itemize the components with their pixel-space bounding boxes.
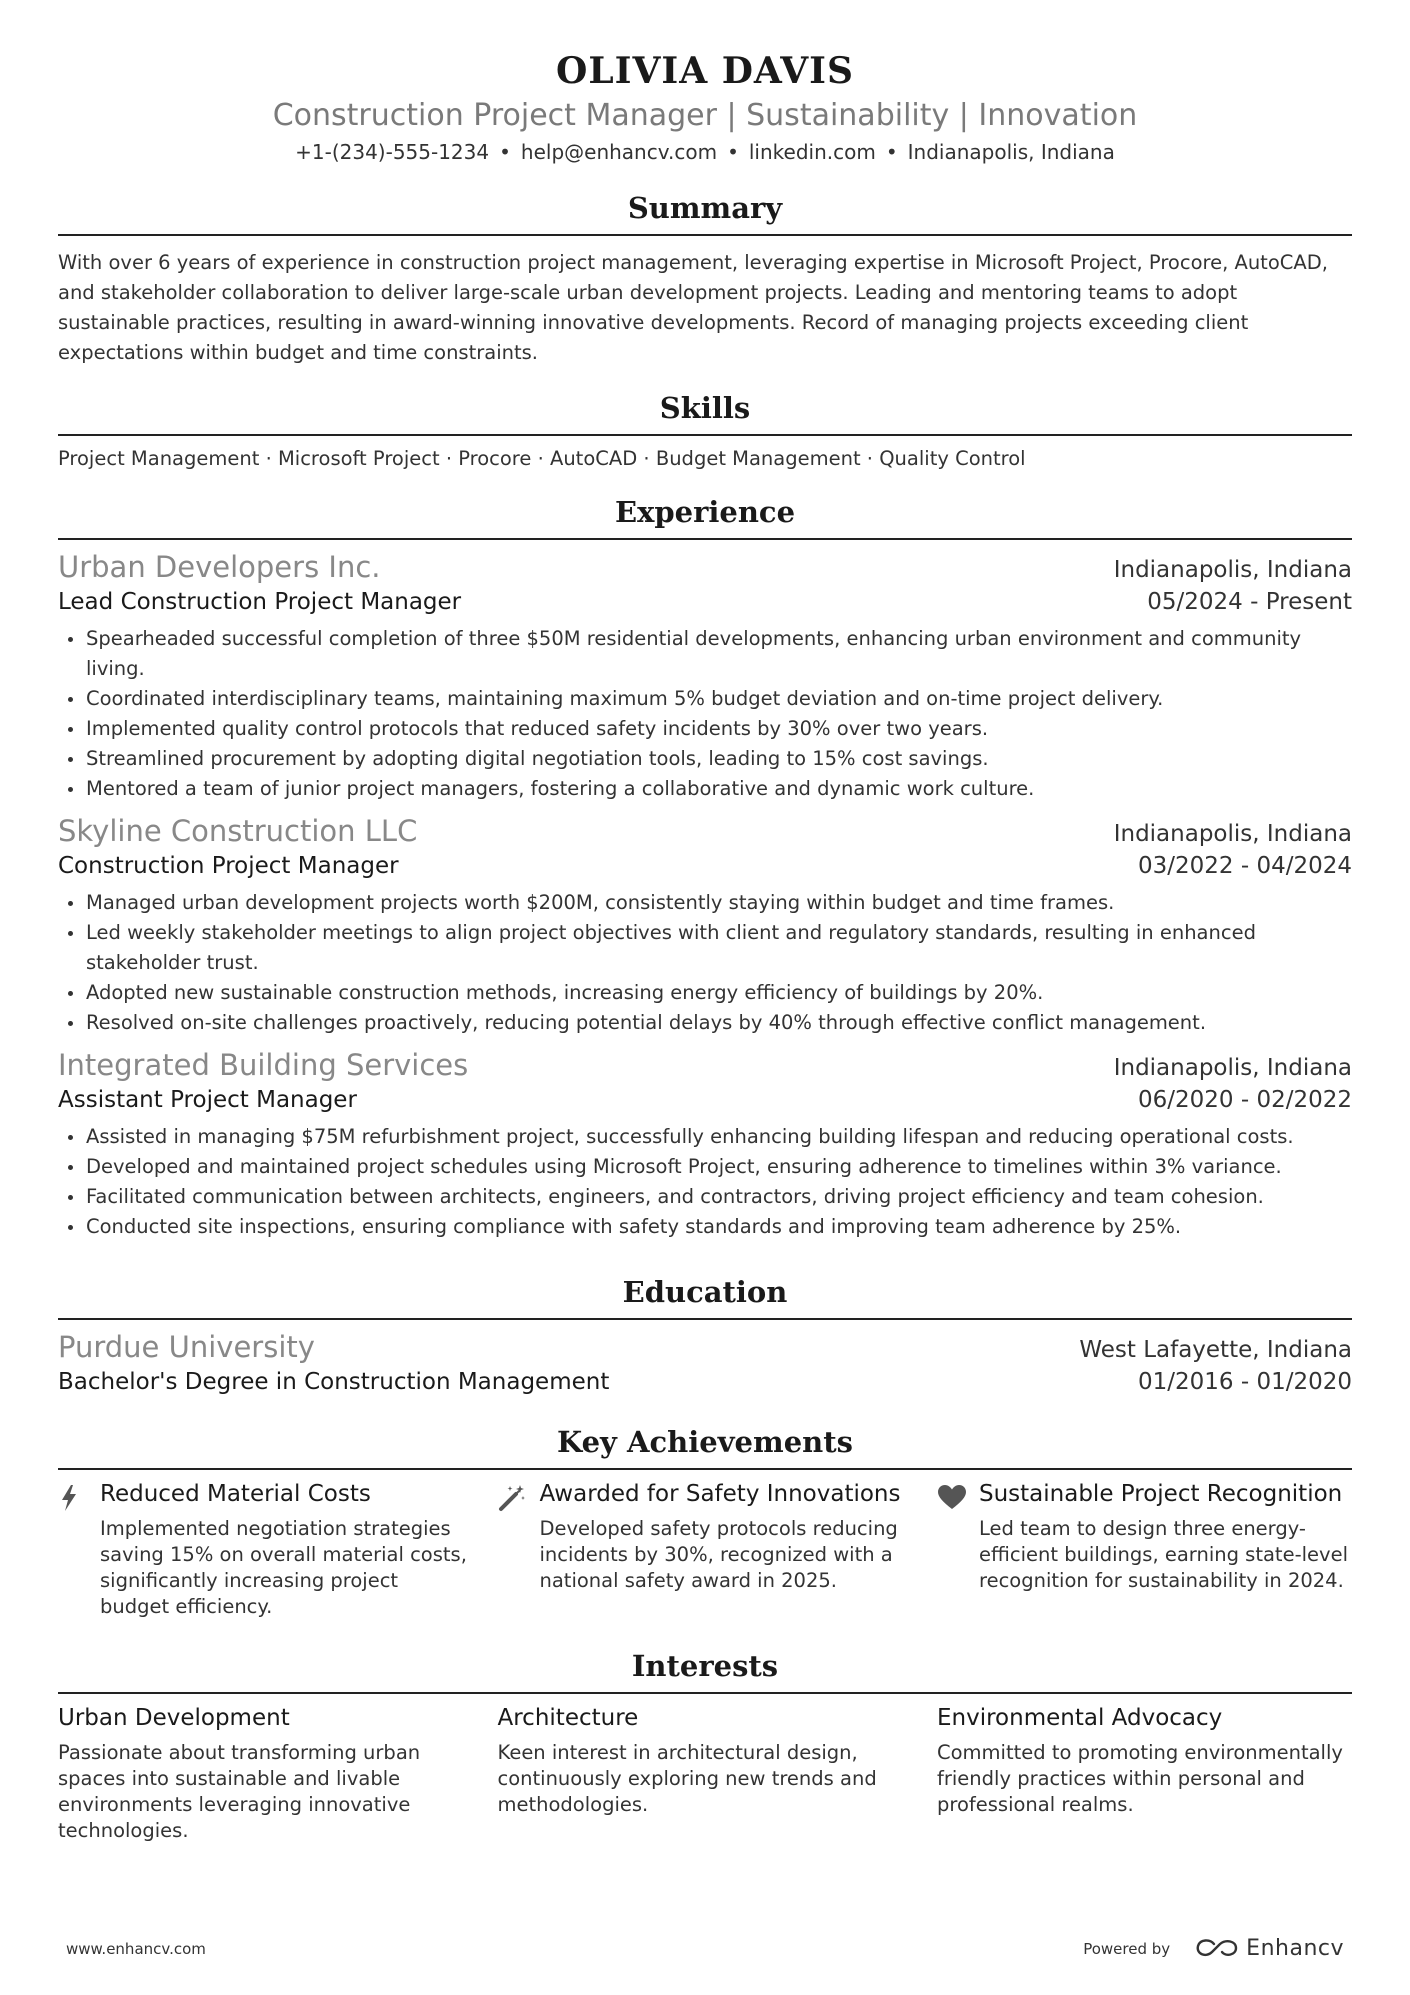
skills-list: Project Management · Microsoft Project · Procore · AutoCAD · Budget Management · Quality Control (58, 447, 1026, 470)
section-title-interests: Interests (631, 1649, 779, 1683)
interests-section (58, 1646, 1352, 1844)
school-location: West Lafayette, Indiana (1079, 1337, 1352, 1363)
list-item: Conducted site inspections, ensuring compliance with safety standards and improving team adherence by 25%. (58, 1212, 1352, 1242)
company-name: Urban Developers Inc. (58, 550, 381, 584)
section-title-achievements: Key Achievements (557, 1425, 853, 1459)
page-footer (66, 1936, 1344, 1961)
achievement-description: Implemented negotiation strategies saving 15% on overall material costs, significantly increasing project budget efficiency. (100, 1517, 467, 1618)
section-title-experience: Experience (614, 495, 796, 529)
achievement-description: Led team to design three energy-efficient buildings, earning state-level recognition for sustainability in 2024. (979, 1517, 1348, 1592)
bullet-separator: • (499, 140, 511, 164)
achievement-title: Sustainable Project Recognition (979, 1481, 1343, 1507)
bullet-separator: • (885, 140, 898, 164)
bullet-separator: • (727, 140, 739, 164)
achievement-description: Developed safety protocols reducing incidents by 30%, recognized with a national safety award in 2025. (539, 1517, 898, 1592)
education-entry (58, 1328, 1352, 1398)
heart-icon (937, 1478, 979, 1620)
lightning-bolt-icon (58, 1478, 100, 1620)
job-location: Indianapolis, Indiana (1113, 821, 1352, 847)
footer-url[interactable]: www.enhancv.com (66, 1939, 206, 1958)
interest-title: Architecture (497, 1705, 639, 1731)
powered-by-label: Powered by (1083, 1939, 1171, 1958)
job-location: Indianapolis, Indiana (1113, 1055, 1352, 1081)
job-location: Indianapolis, Indiana (1113, 557, 1352, 583)
achievements-section (58, 1422, 1352, 1620)
section-title-summary: Summary (627, 191, 783, 225)
achievement-item (58, 1478, 473, 1620)
list-item: Implemented quality control protocols that reduced safety incidents by 30% over two years. (58, 714, 1352, 744)
contact-phone: +1-(234)-555-1234 (295, 140, 490, 164)
enhancv-logo[interactable] (1194, 1936, 1344, 1961)
section-divider (58, 1468, 1352, 1470)
company-name: Integrated Building Services (58, 1048, 469, 1082)
job-role: Construction Project Manager (58, 853, 399, 879)
list-item: Assisted in managing $75M refurbishment project, successfully enhancing building lifespan and reducing operational costs. (58, 1122, 1352, 1152)
job-bullets (58, 1122, 1352, 1242)
interest-description: Passionate about transforming urban spaces into sustainable and livable environments leveraging innovative technologies. (58, 1741, 421, 1842)
contact-email[interactable]: help@enhancv.com (520, 140, 718, 164)
summary-text: With over 6 years of experience in construction project management, leveraging expertise in Microsoft Project, Procore, AutoCAD, and stakeholder collaboration to deliver large-scale urban development projects. Leading and mentoring teams to adopt sustainable practices, resulting in award-winning innovative developments. Record of managing projects exceeding client expectations within budget and time constraints. (58, 251, 1328, 364)
experience-entry (58, 1046, 1352, 1242)
interest-item (498, 1702, 913, 1844)
job-role: Lead Construction Project Manager (58, 589, 462, 615)
summary-section (58, 188, 1352, 368)
job-dates: 06/2020 - 02/2022 (1137, 1087, 1352, 1113)
enhancv-logo-icon (1194, 1938, 1240, 1960)
section-divider (58, 1692, 1352, 1694)
job-dates: 03/2022 - 04/2024 (1137, 853, 1352, 879)
interest-item (58, 1702, 473, 1844)
interest-description: Committed to promoting environmentally friendly practices within personal and professional realms. (937, 1741, 1343, 1816)
resume-header (58, 0, 1352, 166)
list-item: Resolved on-site challenges proactively, reducing potential delays by 40% through effective conflict management. (58, 1008, 1352, 1038)
achievement-title: Reduced Material Costs (100, 1481, 371, 1507)
list-item: Spearheaded successful completion of three $50M residential developments, enhancing urban environment and community living. (58, 624, 1352, 684)
achievement-item (498, 1478, 913, 1620)
list-item: Mentored a team of junior project managers, fostering a collaborative and dynamic work culture. (58, 774, 1352, 804)
section-title-skills: Skills (659, 391, 751, 425)
contact-linkedin[interactable]: linkedin.com (748, 140, 876, 164)
footer-branding (1083, 1936, 1344, 1961)
interest-item (937, 1702, 1352, 1844)
experience-entry (58, 548, 1352, 804)
list-item: Led weekly stakeholder meetings to align project objectives with client and regulatory standards, resulting in enhanced stakeholder trust. (58, 918, 1352, 978)
achievement-item (937, 1478, 1352, 1620)
education-dates: 01/2016 - 01/2020 (1137, 1369, 1352, 1395)
section-title-education: Education (622, 1275, 788, 1309)
interest-title: Urban Development (58, 1705, 290, 1731)
list-item: Managed urban development projects worth $200M, consistently staying within budget and time frames. (58, 888, 1352, 918)
degree: Bachelor's Degree in Construction Management (58, 1369, 610, 1395)
job-dates: 05/2024 - Present (1147, 589, 1352, 615)
achievement-title: Awarded for Safety Innovations (539, 1481, 901, 1507)
magic-wand-icon (498, 1478, 540, 1620)
job-role: Assistant Project Manager (58, 1087, 357, 1113)
company-name: Skyline Construction LLC (58, 814, 418, 848)
section-divider (58, 538, 1352, 540)
section-divider (58, 434, 1352, 436)
school-name: Purdue University (58, 1330, 315, 1364)
skills-section (58, 388, 1352, 474)
list-item: Facilitated communication between architects, engineers, and contractors, driving project efficiency and team cohesion. (58, 1182, 1352, 1212)
candidate-title: Construction Project Manager | Sustainability | Innovation (272, 98, 1138, 133)
experience-section (58, 492, 1352, 1242)
list-item: Adopted new sustainable construction methods, increasing energy efficiency of buildings by 20%. (58, 978, 1352, 1008)
candidate-name: OLIVIA DAVIS (555, 50, 855, 92)
job-bullets (58, 624, 1352, 804)
section-divider (58, 234, 1352, 236)
list-item: Streamlined procurement by adopting digital negotiation tools, leading to 15% cost savings. (58, 744, 1352, 774)
section-divider (58, 1318, 1352, 1320)
interest-title: Environmental Advocacy (937, 1705, 1223, 1731)
brand-name: Enhancv (1246, 1936, 1344, 1961)
interest-description: Keen interest in architectural design, continuously exploring new trends and methodologies. (497, 1741, 877, 1816)
list-item: Developed and maintained project schedules using Microsoft Project, ensuring adherence to timelines within 3% variance. (58, 1152, 1352, 1182)
list-item: Coordinated interdisciplinary teams, maintaining maximum 5% budget deviation and on-time project delivery. (58, 684, 1352, 714)
contact-line (58, 138, 1352, 166)
experience-entry (58, 812, 1352, 1038)
contact-location: Indianapolis, Indiana (907, 140, 1115, 164)
job-bullets (58, 888, 1352, 1038)
education-section (58, 1272, 1352, 1398)
